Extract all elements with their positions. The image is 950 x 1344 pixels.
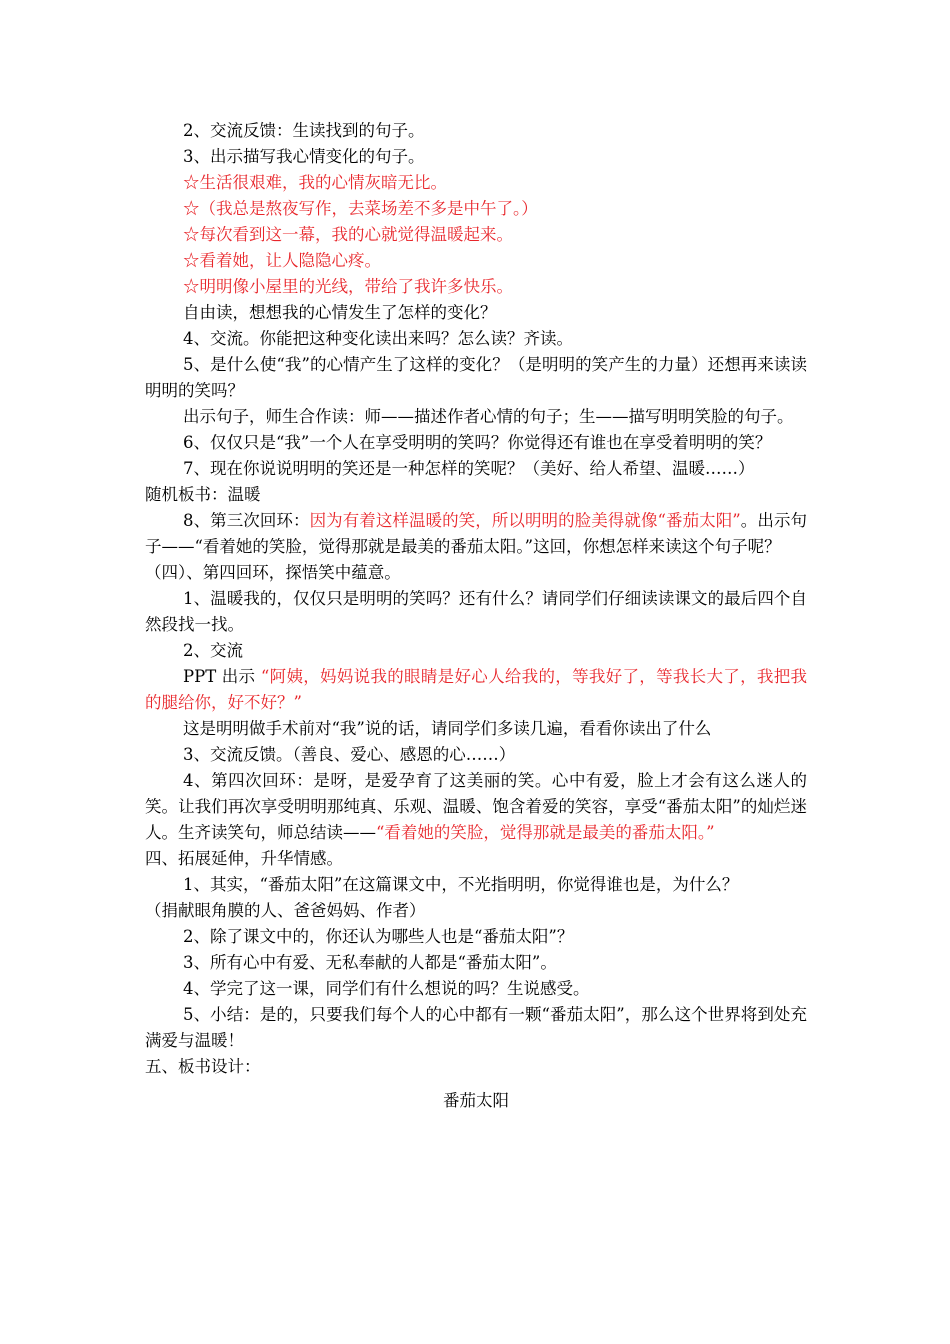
step-8-lead: 8、第三次回环：: [183, 511, 310, 530]
cooperative-read-paragraph: 出示句子，师生合作读：师——描述作者心情的句子；生——描写明明笑脸的句子。: [183, 407, 794, 426]
extension-step-4: 4、学完了这一课，同学们有什么想说的吗？生说感受。: [183, 979, 590, 998]
free-read-line: 自由读，想想我的心情发生了怎样的变化？: [183, 303, 497, 322]
step-2-line: 2、交流反馈：生读找到的句子。: [183, 121, 425, 140]
part-four-heading: 四、拓展延伸，升华情感。: [145, 849, 343, 868]
step-8-red-text: 因为有着这样温暖的笑，所以明明的脸美得就像“番茄太阳”: [309, 511, 741, 530]
part-five-heading: 五、板书设计：: [145, 1057, 261, 1076]
section4-step-1: 1、温暖我的，仅仅只是明明的笑吗？还有什么？请同学们仔细读读课文的最后四个自然段找一找。: [145, 589, 807, 634]
step-4-body: 4、第四次回环：是呀，是爱孕育了这美丽的笑。心中有爱，脸上才会有这么迷人的笑。让我们再次享受明明那纯真、乐观、温暖、饱含着爱的笑容，享受“番茄太阳”的灿烂迷人。生齐读笑句，师总结读——: [145, 771, 807, 842]
step-4-red-quote: “看着她的笑脸，觉得那就是最美的番茄太阳。”: [376, 823, 715, 842]
ppt-quote-paragraph: [145, 664, 807, 716]
section4-step-4: [145, 768, 807, 846]
board-title: 番茄太阳: [443, 1091, 509, 1110]
quote-line-5: ☆明明像小屋里的光线，带给了我许多快乐。: [183, 277, 513, 296]
extension-step-1: 1、其实，“番茄太阳”在这篇课文中，不光指明明，你觉得谁也是，为什么？: [183, 875, 739, 894]
step-3-line: 3、出示描写我心情变化的句子。: [183, 147, 425, 166]
section-4-heading: （四）、第四回环，探悟笑中蕴意。: [145, 563, 401, 582]
board-note-line: 随机板书：温暖: [145, 485, 261, 504]
quote-line-2: ☆（我总是熬夜写作，去菜场差不多是中午了。）: [183, 199, 538, 218]
document-body: [145, 118, 807, 1114]
quote-line-3: ☆每次看到这一幕，我的心就觉得温暖起来。: [183, 225, 513, 244]
step-8-paragraph: [145, 508, 807, 560]
step-6-paragraph: 6、仅仅只是“我”一个人在享受明明的笑吗？你觉得还有谁也在享受着明明的笑？: [183, 433, 772, 452]
summary-paragraph: 5、小结：是的，只要我们每个人的心中都有一颗“番茄太阳”，那么这个世界将到处充满爱与温暖！: [145, 1005, 807, 1050]
quote-line-1: ☆生活很艰难，我的心情灰暗无比。: [183, 173, 447, 192]
step-5-paragraph: 5、是什么使“我”的心情产生了这样的变化？（是明明的笑产生的力量）还想再来读读明明的笑吗？: [145, 355, 807, 400]
extension-step-2: 2、除了课文中的，你还认为哪些人也是“番茄太阳”？: [183, 927, 574, 946]
ppt-quote: “阿姨，妈妈说我的眼睛是好心人给我的，等我好了，等我长大了，我把我的腿给你，好不好？”: [145, 667, 807, 712]
step-8-tail: 。出示句子——“看着她的笑脸，觉得那就是最美的番茄太阳。”这回，你想怎样来读这个句子呢？: [145, 511, 808, 556]
step-7-paragraph: 7、现在你说说明明的笑还是一种怎样的笑呢？（美好、给人希望、温暖……）: [183, 459, 755, 478]
section4-step-3: 3、交流反馈。（善良、爱心、感恩的心……）: [183, 745, 516, 764]
section4-step-2: 2、交流: [183, 641, 243, 660]
quote-line-4: ☆看着她，让人隐隐心疼。: [183, 251, 381, 270]
explanation-line: 这是明明做手术前对“我”说的话，请同学们多读几遍，看看你读出了什么: [183, 719, 712, 738]
extension-answer: （捐献眼角膜的人、爸爸妈妈、作者）: [145, 901, 426, 920]
extension-step-3: 3、所有心中有爱、无私奉献的人都是“番茄太阳”。: [183, 953, 557, 972]
step-4-line: 4、交流。你能把这种变化读出来吗？怎么读？齐读。: [183, 329, 573, 348]
ppt-label: PPT 出示: [183, 667, 261, 686]
